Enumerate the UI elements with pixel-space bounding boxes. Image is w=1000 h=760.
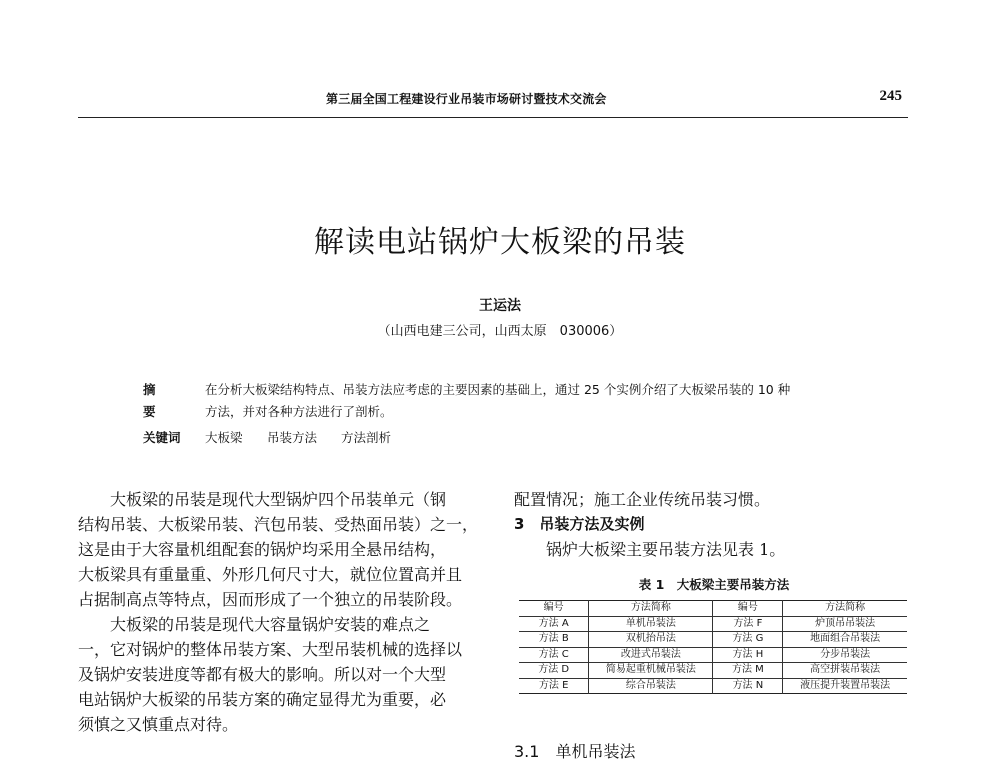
table-cell: 方法 C <box>519 647 589 663</box>
table-cell: 炉顶吊吊装法 <box>783 616 907 632</box>
abstract-line: 方法，并对各种方法进行了剖析。 <box>205 404 393 419</box>
table-cell: 方法 M <box>713 663 783 679</box>
table-cell: 方法 E <box>519 678 589 694</box>
table-header-cell: 编号 <box>713 601 783 617</box>
running-title: 第三届全国工程建设行业吊装市场研讨暨技术交流会 <box>326 92 607 106</box>
table-cell: 液压提升装置吊装法 <box>783 678 907 694</box>
table-row <box>519 678 907 694</box>
body-line: 电站锅炉大板梁的吊装方案的确定显得尤为重要，必 <box>78 690 447 709</box>
abstract-label: 摘 要 <box>143 382 185 419</box>
body-line: 锅炉大板梁主要吊装方法见表 1。 <box>546 540 786 559</box>
table-header-cell: 编号 <box>519 601 589 617</box>
body-line: 一，它对锅炉的整体吊装方案、大型吊装机械的选择以 <box>78 640 463 659</box>
body-line: 须慎之又慎重点对待。 <box>78 715 239 734</box>
table-header-cell: 方法简称 <box>589 601 713 617</box>
table-cell: 简易起重机械吊装法 <box>589 663 713 679</box>
table-cell: 方法 G <box>713 632 783 648</box>
keyword: 方法剖析 <box>341 430 392 445</box>
keyword: 吊装方法 <box>267 430 318 445</box>
subsection-heading: 3.1 单机吊装法 <box>514 742 636 760</box>
table-cell: 分步吊装法 <box>783 647 907 663</box>
table-cell: 方法 D <box>519 663 589 679</box>
page-number: 245 <box>879 88 902 104</box>
table-cell: 综合吊装法 <box>589 678 713 694</box>
article-title: 解读电站锅炉大板梁的吊装 <box>314 225 686 260</box>
table-cell: 方法 H <box>713 647 783 663</box>
table-cell: 单机吊装法 <box>589 616 713 632</box>
running-header <box>78 88 908 118</box>
table-header-cell: 方法简称 <box>783 601 907 617</box>
table-cell: 方法 B <box>519 632 589 648</box>
table-cell: 方法 F <box>713 616 783 632</box>
author-affiliation: （山西电建三公司，山西太原 030006） <box>377 324 623 339</box>
table-cell: 方法 A <box>519 616 589 632</box>
body-left-column <box>78 487 490 737</box>
table-row <box>519 616 907 632</box>
body-line: 大板梁具有重量重、外形几何尺寸大，就位位置高并且 <box>78 565 463 584</box>
table-cell: 改进式吊装法 <box>589 647 713 663</box>
table-cell: 高空拼装吊装法 <box>783 663 907 679</box>
table-cell: 双机抬吊法 <box>589 632 713 648</box>
table-row <box>519 632 907 648</box>
author-name: 王运法 <box>479 298 521 314</box>
body-right-column <box>514 487 914 760</box>
body-line: 大板梁的吊装是现代大型锅炉四个吊装单元（钢 <box>110 490 447 509</box>
body-line: 结构吊装、大板梁吊装、汽包吊装、受热面吊装）之一， <box>78 515 479 534</box>
methods-table <box>519 600 907 694</box>
section-heading: 3 吊装方法及实例 <box>514 515 645 533</box>
keywords-label: 关键词 <box>143 430 181 445</box>
table-row <box>519 663 907 679</box>
abstract-line: 在分析大板梁结构特点、吊装方法应考虑的主要因素的基础上，通过 25 个实例介绍了大板梁吊装的 10 种 <box>205 382 791 397</box>
body-line: 占据制高点等特点，因而形成了一个独立的吊装阶段。 <box>78 590 463 609</box>
abstract-text <box>205 379 895 423</box>
body-line: 这是由于大容量机组配套的锅炉均采用全悬吊结构， <box>78 540 447 559</box>
body-line: 大板梁的吊装是现代大容量锅炉安装的难点之 <box>110 615 431 634</box>
table-cell: 地面组合吊装法 <box>783 632 907 648</box>
keyword: 大板梁 <box>205 430 243 445</box>
table-header-row <box>519 601 907 617</box>
body-line: 配置情况；施工企业传统吊装习惯。 <box>514 490 771 509</box>
table-row <box>519 647 907 663</box>
body-line: 及锅炉安装进度等都有极大的影响。所以对一个大型 <box>78 665 447 684</box>
table-cell: 方法 N <box>713 678 783 694</box>
table-caption: 表 1 大板梁主要吊装方法 <box>638 577 790 592</box>
